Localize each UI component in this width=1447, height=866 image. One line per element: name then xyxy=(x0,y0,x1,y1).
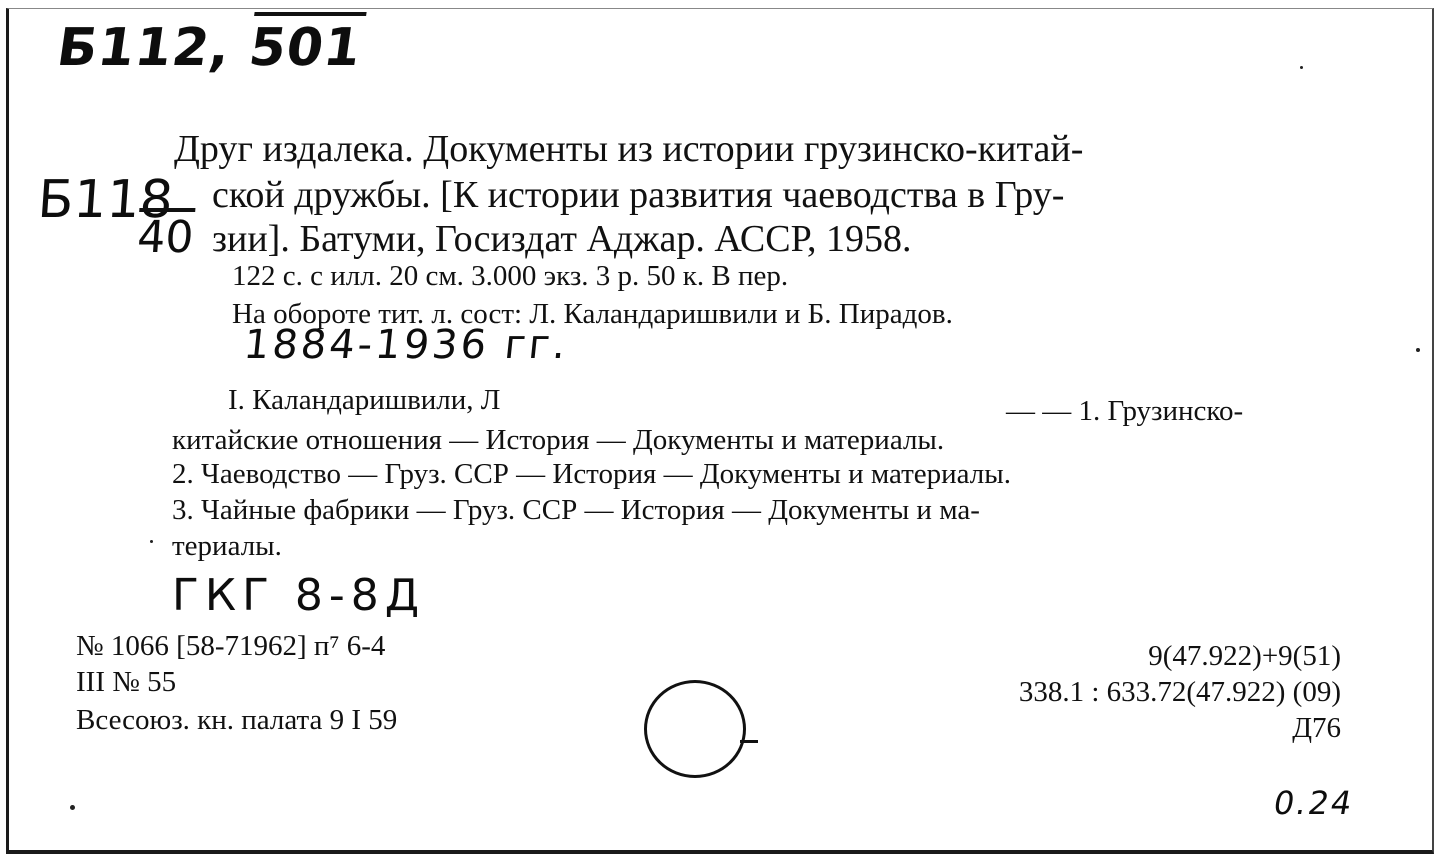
physical-description: 122 с. с илл. 20 см. 3.000 экз. 3 р. 50 к. В пер. xyxy=(232,260,789,292)
entry-title-line-3: зии]. Батуми, Госиздат Аджар. АССР, 1958. xyxy=(212,218,912,260)
handwritten-years: 1884-1936 гг. xyxy=(241,322,571,368)
subject-heading-2: 2. Чаеводство — Груз. ССР — История — Документы и материалы. xyxy=(172,458,1012,490)
publisher-chamber: Всесоюз. кн. палата 9 I 59 xyxy=(76,704,398,736)
shelf-mark-prefix: Б112, xyxy=(53,18,235,78)
classification-1: 9(47.922)+9(51) xyxy=(1148,640,1341,672)
entry-title-line-1: Друг издалека. Документы из истории грузинско-китай- xyxy=(174,128,1084,170)
handwritten-corner-note: 0.24 xyxy=(1270,784,1357,822)
added-entry: I. Каландаришвили, Л xyxy=(228,384,501,416)
punch-hole xyxy=(644,680,746,778)
entry-title-line-2: ской дружбы. [К истории развития чаеводства в Гру- xyxy=(212,174,1065,216)
handwritten-shelf-mark xyxy=(53,12,366,78)
scan-speck xyxy=(1300,66,1303,69)
classification-2: 338.1 : 633.72(47.922) (09) xyxy=(1018,676,1341,708)
fraction-denominator: 40 xyxy=(136,208,196,263)
author-mark: Д76 xyxy=(1292,712,1341,744)
scan-speck xyxy=(70,805,75,810)
subject-heading-1-start: — — 1. Грузинско- xyxy=(1006,395,1244,427)
subject-heading-1-cont: китайские отношения — История — Документы и материалы. xyxy=(172,424,945,456)
scan-speck xyxy=(1416,348,1420,352)
subject-heading-3-cont: териалы. xyxy=(172,530,282,562)
handwritten-fraction-mark xyxy=(35,170,196,263)
print-batch: III № 55 xyxy=(76,666,177,698)
compiler-note: На обороте тит. л. сост: Л. Каландаришвили и Б. Пирадов. xyxy=(232,298,953,330)
fraction-numerator: Б118 xyxy=(35,170,176,230)
scan-speck xyxy=(150,540,153,543)
subject-heading-3: 3. Чайные фабрики — Груз. ССР — История — Документы и ма- xyxy=(172,494,980,526)
punch-hole-mark xyxy=(740,740,758,743)
card-number: № 1066 [58-71962] п⁷ 6-4 xyxy=(76,630,386,662)
handwritten-code: ГКГ 8-8Д xyxy=(172,570,426,621)
shelf-mark-number: 501 xyxy=(245,12,366,78)
